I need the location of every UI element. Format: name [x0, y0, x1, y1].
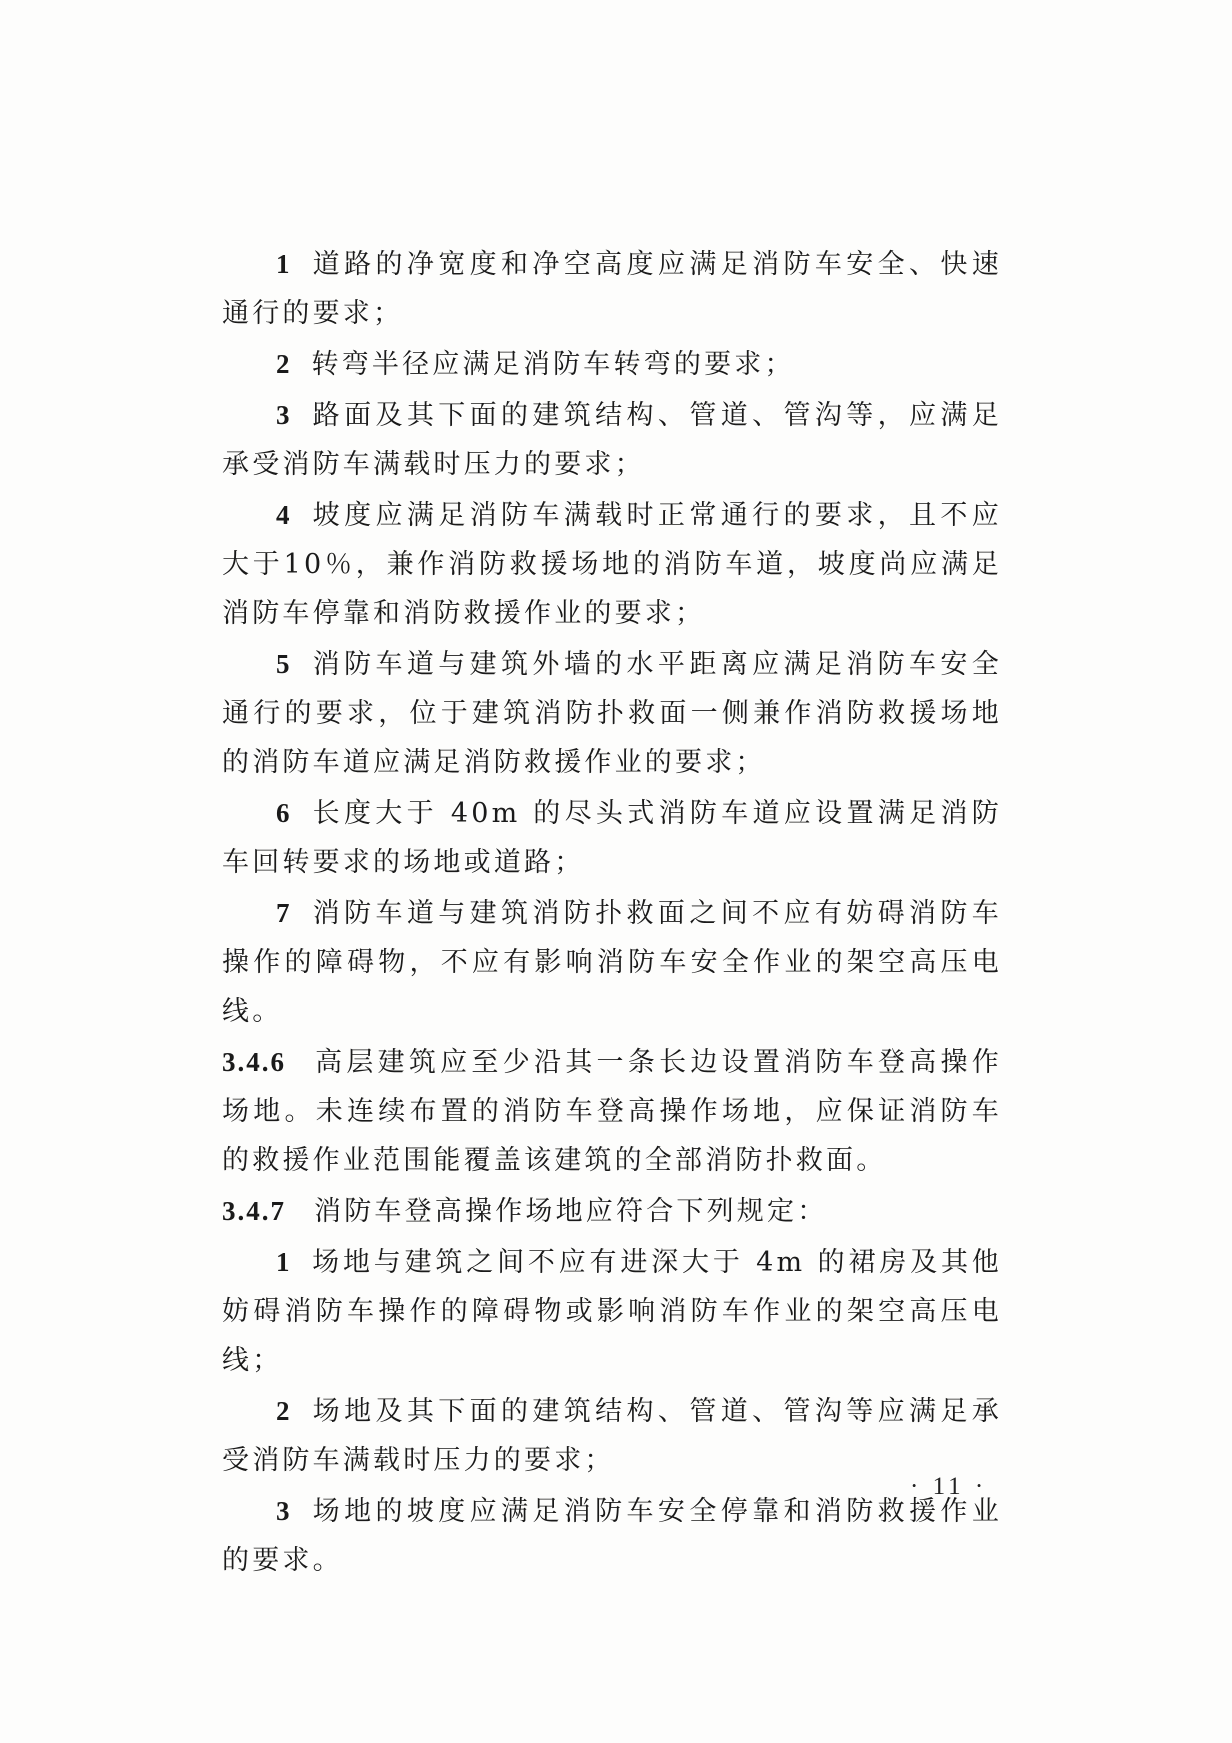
item-text: 长度大于 40m 的尽头式消防车道应设置满足消防车回转要求的场地或道路； — [222, 798, 1002, 878]
item-text: 场地的坡度应满足消防车安全停靠和消防救援作业的要求。 — [222, 1496, 1002, 1576]
list-item — [222, 240, 1002, 338]
item-text: 场地及其下面的建筑结构、管道、管沟等应满足承受消防车满载时压力的要求； — [222, 1396, 1002, 1476]
list-item — [222, 391, 1002, 489]
item-number: 7 — [276, 898, 290, 928]
list-item — [222, 640, 1002, 787]
clause-number: 3.4.6 — [222, 1047, 286, 1077]
list-item — [222, 1238, 1002, 1385]
item-number: 3 — [276, 400, 290, 430]
item-number: 1 — [276, 1247, 290, 1277]
clause-text: 高层建筑应至少沿其一条长边设置消防车登高操作场地。未连续布置的消防车登高操作场地，应保证消防车的救援作业范围能覆盖该建筑的全部消防扑救面。 — [222, 1047, 1002, 1176]
list-item — [222, 889, 1002, 1036]
list-item — [222, 1487, 1002, 1585]
item-text: 场地与建筑之间不应有进深大于 4m 的裙房及其他妨碍消防车操作的障碍物或影响消防车作业的架空高压电线； — [222, 1247, 1002, 1376]
page-body — [222, 240, 1002, 1587]
item-text: 道路的净宽度和净空高度应满足消防车安全、快速通行的要求； — [222, 249, 1002, 329]
list-item — [222, 789, 1002, 887]
item-text: 坡度应满足消防车满载时正常通行的要求，且不应大于10％，兼作消防救援场地的消防车道，坡度尚应满足消防车停靠和消防救援作业的要求； — [222, 500, 1002, 629]
item-text: 消防车道与建筑消防扑救面之间不应有妨碍消防车操作的障碍物，不应有影响消防车安全作业的架空高压电线。 — [222, 898, 1002, 1027]
page-number: · 11 · — [910, 1473, 988, 1500]
item-number: 4 — [276, 500, 290, 530]
clause-number: 3.4.7 — [222, 1196, 286, 1226]
item-number: 2 — [276, 1396, 290, 1426]
item-number: 1 — [276, 249, 290, 279]
item-number: 5 — [276, 649, 290, 679]
item-number: 6 — [276, 798, 290, 828]
item-number: 3 — [276, 1496, 290, 1526]
item-text: 路面及其下面的建筑结构、管道、管沟等，应满足承受消防车满载时压力的要求； — [222, 400, 1002, 480]
list-item — [222, 491, 1002, 638]
item-text: 转弯半径应满足消防车转弯的要求； — [311, 349, 795, 380]
item-text: 消防车道与建筑外墙的水平距离应满足消防车安全通行的要求，位于建筑消防扑救面一侧兼作消防救援场地的消防车道应满足消防救援作业的要求； — [222, 649, 1002, 778]
clause-text: 消防车登高操作场地应符合下列规定： — [314, 1196, 828, 1227]
item-number: 2 — [276, 349, 290, 379]
clause-3-4-6 — [222, 1038, 1002, 1185]
clause-3-4-7 — [222, 1187, 1002, 1236]
list-item — [222, 1387, 1002, 1485]
list-item — [222, 340, 1002, 389]
